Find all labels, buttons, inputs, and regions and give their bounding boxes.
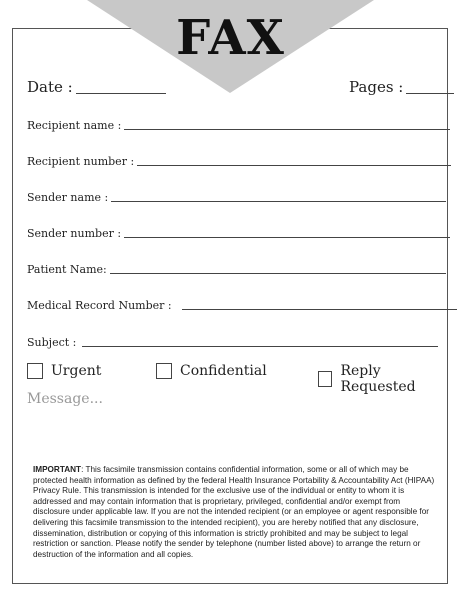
- subject-field[interactable]: [27, 336, 438, 349]
- fax-title: FAX: [176, 10, 285, 66]
- recipient-name-line[interactable]: [124, 129, 450, 130]
- subject-label: Subject :: [27, 336, 77, 349]
- date-line[interactable]: [76, 93, 166, 94]
- sender-name-label: Sender name :: [27, 191, 109, 204]
- medical-record-line[interactable]: [182, 309, 457, 310]
- confidential-box[interactable]: [156, 363, 172, 379]
- date-field[interactable]: [27, 78, 166, 96]
- patient-name-field[interactable]: [27, 263, 446, 276]
- subject-line[interactable]: [82, 346, 438, 347]
- patient-name-label: Patient Name:: [27, 263, 107, 276]
- sender-number-label: Sender number :: [27, 227, 122, 240]
- patient-name-line[interactable]: [110, 273, 446, 274]
- sender-number-field[interactable]: [27, 227, 450, 240]
- checkbox-group: [27, 363, 447, 395]
- sender-number-line[interactable]: [124, 237, 450, 238]
- confidential-checkbox[interactable]: [156, 363, 267, 379]
- notice-heading: IMPORTANT: [33, 465, 82, 474]
- reply-requested-checkbox[interactable]: [318, 363, 447, 395]
- confidentiality-notice: [33, 465, 439, 560]
- urgent-checkbox[interactable]: [27, 363, 101, 379]
- medical-record-label: Medical Record Number :: [27, 299, 172, 312]
- pages-field[interactable]: [349, 78, 454, 96]
- message-placeholder[interactable]: Message...: [27, 391, 103, 407]
- sender-name-field[interactable]: [27, 191, 446, 204]
- confidential-label: Confidential: [180, 363, 267, 379]
- pages-label: Pages :: [349, 78, 404, 96]
- reply-requested-box[interactable]: [318, 371, 332, 387]
- recipient-number-label: Recipient number :: [27, 155, 135, 168]
- pages-line[interactable]: [406, 93, 454, 94]
- sender-name-line[interactable]: [111, 201, 446, 202]
- reply-requested-label: Reply Requested: [340, 363, 416, 395]
- urgent-label: Urgent: [51, 363, 102, 379]
- date-label: Date :: [27, 78, 73, 96]
- medical-record-field[interactable]: [27, 299, 457, 312]
- recipient-number-line[interactable]: [137, 165, 451, 166]
- notice-text: : This facsimile transmission contains confidential information, some or all of which may be protected health information as defined by the federal Health Insurance Portability & Accountability Act (HIPAA) Privacy Rule. This transmission is intended for the exclusive use of the individual or entity to whom it is addressed and may contain information that is proprietary, privileged, confidential and/or exempt from disclosure under applicable law. If you are not the intended recipient (or an employee or agent responsible for delivering this facsimile transmission to the intended recipient), you are hereby notified that any disclosure, dissemination, distribution or copying of this information is strictly prohibited and may be subject to legal restriction or sanction. Please notify the sender by telephone (number listed above) to arrange the return or destruction of the information and all copies.: [33, 465, 435, 559]
- recipient-name-label: Recipient name :: [27, 119, 122, 132]
- recipient-name-field[interactable]: [27, 119, 450, 132]
- urgent-box[interactable]: [27, 363, 43, 379]
- recipient-number-field[interactable]: [27, 155, 451, 168]
